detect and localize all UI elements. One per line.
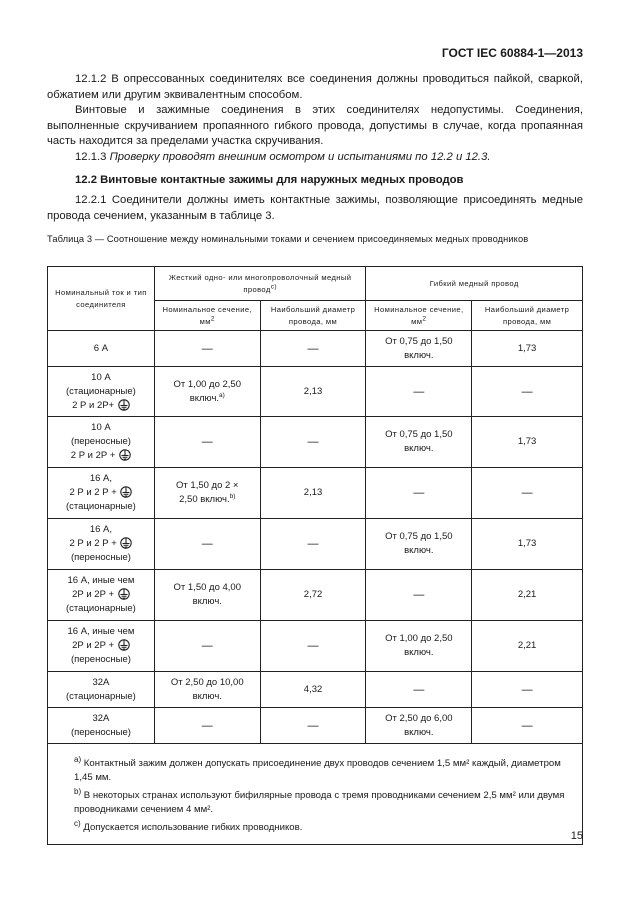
header-flex-diameter: Наибольший диаметр провода, мм	[472, 301, 583, 331]
cell-rigid-section: —	[154, 519, 260, 570]
footnote-a: $^{a)}$ Контактный зажим должен допускать присоединение двух проводов сечением 1,5 мм² каждый, диаметром 1,45 мм.	[74, 755, 561, 784]
footnote-c: $^{c)}$ Допускается использование гибких проводников.	[74, 819, 303, 834]
cell-connector-type: 6 А	[48, 331, 155, 367]
table-caption: Таблица 3 — Соотношение между номинальными токами и сечением присоединяемых медных проводников	[47, 234, 529, 244]
header-rigid-section: Номинальное сечение, мм2	[154, 301, 260, 331]
header-flex-section: Номинальное сечение, мм2	[366, 301, 472, 331]
paragraph-12-1-3: 12.1.3 Проверку проводят внешним осмотром и испытаниями по 12.2 и 12.3.	[75, 151, 491, 163]
cell-rigid-diameter: 2,72	[260, 570, 366, 621]
cell-connector-type: 16 А, иные чем 2Р и 2Р + (стационарные)	[48, 570, 155, 621]
table-row	[48, 331, 583, 367]
table-row	[48, 519, 583, 570]
document-code: ГОСТ IEC 60884-1—2013	[441, 46, 583, 60]
cell-rigid-section: —	[154, 331, 260, 367]
table-row	[48, 621, 583, 672]
cell-rigid-diameter: —	[260, 519, 366, 570]
cell-flex-section: От 2,50 до 6,00 включ.	[366, 708, 472, 744]
table-row	[48, 672, 583, 708]
table-row	[48, 468, 583, 519]
cell-flex-diameter: 1,73	[472, 519, 583, 570]
earth-ground-icon	[119, 449, 131, 461]
cell-rigid-diameter: —	[260, 621, 366, 672]
cell-flex-section: От 0,75 до 1,50 включ.	[366, 331, 472, 367]
paragraph-12-1-2: 12.1.2 В опрессованных соединителях все соединения должны проводиться пайкой, сваркой, обжатием или другим эквивалентным способом.	[47, 73, 583, 101]
cell-connector-type: 16 А, 2 Р и 2 Р + (переносные)	[48, 519, 155, 570]
cell-flex-section: —	[366, 570, 472, 621]
cell-connector-type: 10 А (переносные) 2 Р и 2Р +	[48, 417, 155, 468]
section-heading-12-2: 12.2 Винтовые контактные зажимы для наружных медных проводов	[75, 174, 464, 186]
cell-rigid-diameter: 2,13	[260, 468, 366, 519]
paragraph-screw-connections: Винтовые и зажимные соединения в этих соединителях недопустимы. Соединения, выполненные скручиванием пропаянного гибкого провода, допустимы в случае, когда пропаянная часть находится за пределами участка скручивания.	[47, 104, 583, 147]
cell-flex-diameter: 1,73	[472, 331, 583, 367]
header-rigid-diameter: Наибольший диаметр провода, мм	[260, 301, 366, 331]
header-flexible-wire: Гибкий медный провод	[366, 267, 583, 301]
cell-flex-section: —	[366, 468, 472, 519]
cell-flex-section: От 1,00 до 2,50 включ.	[366, 621, 472, 672]
table-body	[48, 331, 583, 744]
cell-connector-type: 32А (стационарные)	[48, 672, 155, 708]
earth-ground-icon	[120, 537, 132, 549]
cell-flex-diameter: 2,21	[472, 621, 583, 672]
cell-rigid-diameter: —	[260, 417, 366, 468]
footnote-b: $^{b)}$ В некоторых странах используют бифилярные провода с тремя проводниками сечением 2,5 мм² или двумя проводниками сечением 4 мм².	[74, 787, 565, 816]
earth-ground-icon	[120, 486, 132, 498]
header-rigid-wire: Жесткий одно- или многопроволочный медный проводc)	[154, 267, 366, 301]
cell-flex-diameter: —	[472, 708, 583, 744]
page-number: 15	[570, 830, 583, 842]
cell-rigid-section: От 1,00 до 2,50 включ.$^{a)}$	[154, 367, 260, 417]
header-nominal-current: Номинальный ток и тип соединителя	[48, 267, 155, 331]
cell-flex-diameter: 1,73	[472, 417, 583, 468]
cell-flex-diameter: —	[472, 367, 583, 417]
cell-rigid-diameter: —	[260, 708, 366, 744]
table-row	[48, 367, 583, 417]
table-row	[48, 708, 583, 744]
cell-rigid-section: От 1,50 до 2 × 2,50 включ.$^{b)}$	[154, 468, 260, 519]
earth-ground-icon	[118, 639, 130, 651]
cell-rigid-diameter: 2,13	[260, 367, 366, 417]
cell-flex-diameter: —	[472, 672, 583, 708]
cell-connector-type: 32А (переносные)	[48, 708, 155, 744]
cell-flex-section: —	[366, 367, 472, 417]
cell-connector-type: 16 А, иные чем 2Р и 2Р + (переносные)	[48, 621, 155, 672]
cell-flex-diameter: —	[472, 468, 583, 519]
earth-ground-icon	[118, 588, 130, 600]
paragraph-12-2-1: 12.2.1 Соединители должны иметь контактные зажимы, позволяющие присоединять медные провода сечением, указанным в таблице 3.	[47, 194, 583, 222]
cell-connector-type: 10 А (стационарные) 2 Р и 2Р+	[48, 367, 155, 417]
cell-flex-section: От 0,75 до 1,50 включ.	[366, 519, 472, 570]
cell-flex-section: —	[366, 672, 472, 708]
cell-flex-section: От 0,75 до 1,50 включ.	[366, 417, 472, 468]
cell-rigid-diameter: 4,32	[260, 672, 366, 708]
table-row	[48, 570, 583, 621]
cell-flex-diameter: 2,21	[472, 570, 583, 621]
cell-rigid-section: От 2,50 до 10,00 включ.	[154, 672, 260, 708]
table-footnotes	[48, 744, 583, 845]
cell-connector-type: 16 А, 2 Р и 2 Р + (стационарные)	[48, 468, 155, 519]
cell-rigid-section: —	[154, 621, 260, 672]
table-3	[47, 266, 583, 845]
cell-rigid-diameter: —	[260, 331, 366, 367]
cell-rigid-section: —	[154, 417, 260, 468]
table-row	[48, 417, 583, 468]
cell-rigid-section: —	[154, 708, 260, 744]
cell-rigid-section: От 1,50 до 4,00 включ.	[154, 570, 260, 621]
earth-ground-icon	[118, 399, 130, 411]
